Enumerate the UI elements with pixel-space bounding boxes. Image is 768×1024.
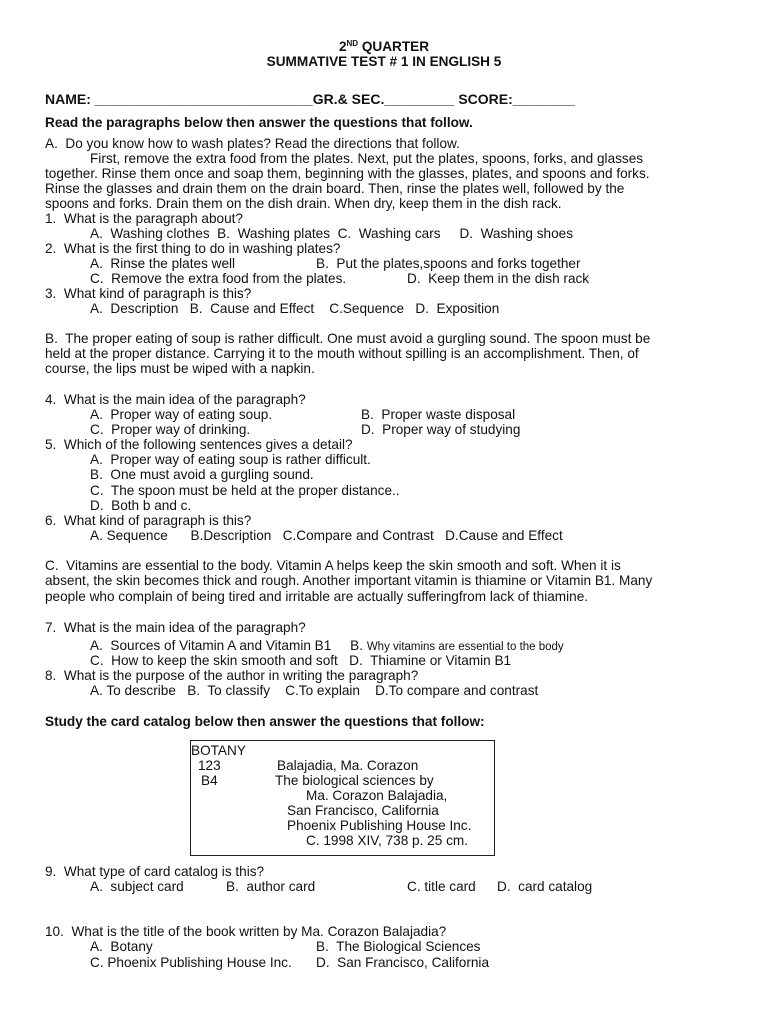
option: A. Botany [90,939,153,954]
option: B. Put the plates,spoons and forks together [316,256,581,271]
option: D. San Francisco, California [316,955,490,970]
question-6: 6. What kind of paragraph is this? [45,513,252,528]
student-info-fields: NAME: ____________________________GR.& SEC._________ SCORE:________ [45,91,576,107]
question-3-options: A. Description B. Cause and Effect C.Sequence D. Exposition [90,301,500,316]
card-publisher: Phoenix Publishing House Inc. [287,818,472,833]
option: A. subject card [90,879,184,894]
option: C. How to keep the skin smooth and soft D. Thiamine or Vitamin B1 [90,653,512,668]
card-details: C. 1998 XIV, 738 p. 25 cm. [306,833,468,848]
question-10: 10. What is the title of the book written by Ma. Corazon Balajadia? [45,924,447,939]
card-place: San Francisco, California [287,803,439,818]
option: D. Both b and c. [90,498,192,513]
card-subject: BOTANY [191,743,246,758]
option: C. The spoon must be held at the proper distance.. [90,483,400,498]
question-5: 5. Which of the following sentences gives a detail? [45,437,353,452]
question-9: 9. What type of card catalog is this? [45,864,265,879]
question-4: 4. What is the main idea of the paragraph? [45,392,306,407]
option: A. Rinse the plates well [90,256,236,271]
option: A. Sources of Vitamin A and Vitamin B1 B. Why vitamins are essential to the body [90,638,564,653]
passage-line: C. Vitamins are essential to the body. Vitamin A helps keep the skin smooth and soft. When it is [45,558,621,573]
question-7: 7. What is the main idea of the paragraph? [45,620,306,635]
option: A. Proper way of eating soup. [90,407,273,422]
option: B. Proper waste disposal [361,407,516,422]
passage-line: Rinse the glasses and drain them on the drain board. Then, rinse the plates well, followed by the [45,181,625,196]
option: C. title card [407,879,476,894]
quarter-heading: 2ND QUARTER [338,39,430,54]
option: D. card catalog [497,879,593,894]
card-call-number: 123 [198,758,221,773]
question-3: 3. What kind of paragraph is this? [45,286,252,301]
card-author: Balajadia, Ma. Corazon [277,758,419,773]
option: C. Proper way of drinking. [90,422,251,437]
passage-line: people who complain of being tired and irritable are actually sufferingfrom lack of thiamine. [45,589,589,604]
question-2: 2. What is the first thing to do in washing plates? [45,241,341,256]
passage-line: together. Rinse them once and soap them, beginning with the glasses, plates, and spoons and forks. [45,166,650,181]
passage-line: B. The proper eating of soup is rather difficult. One must avoid a gurgling sound. The spoon must be [45,331,651,346]
card-title: The biological sciences by [275,773,434,788]
card-call-number: B4 [201,773,218,788]
card-by: Ma. Corazon Balajadia, [306,788,448,803]
question-8: 8. What is the purpose of the author in writing the paragraph? [45,668,419,683]
option: B. The Biological Sciences [316,939,481,954]
option: D. Keep them in the dish rack [407,271,590,286]
instructions: Read the paragraphs below then answer the questions that follow. [45,115,473,130]
question-6-options: A. Sequence B.Description C.Compare and Contrast D.Cause and Effect [90,528,563,543]
passage-line: held at the proper distance. Carrying it to the mouth without spilling is an accomplishment. Then, of [45,346,639,361]
question-8-options: A. To describe B. To classify C.To explain D.To compare and contrast [90,683,539,698]
option: B. One must avoid a gurgling sound. [90,467,314,482]
passage-line: A. Do you know how to wash plates? Read the directions that follow. [45,136,460,151]
passage-line: First, remove the extra food from the plates. Next, put the plates, spoons, forks, and glasses [90,151,644,166]
question-1: 1. What is the paragraph about? [45,211,243,226]
passage-line: absent, the skin becomes thick and rough. Another important vitamin is thiamine or Vitamin B1. Many [45,573,653,588]
test-title: SUMMATIVE TEST # 1 IN ENGLISH 5 [266,54,502,69]
passage-line: course, the lips must be wiped with a napkin. [45,361,315,376]
option: C. Remove the extra food from the plates. [90,271,347,286]
option: D. Proper way of studying [361,422,521,437]
passage-line: spoons and forks. Drain them on the dish drain. When dry, keep them in the dish rack. [45,196,562,211]
option: C. Phoenix Publishing House Inc. [90,955,292,970]
option: B. author card [226,879,316,894]
question-1-options: A. Washing clothes B. Washing plates C. Washing cars D. Washing shoes [90,226,574,241]
option: A. Proper way of eating soup is rather difficult. [90,452,371,467]
instructions-card: Study the card catalog below then answer the questions that follow: [45,714,485,729]
